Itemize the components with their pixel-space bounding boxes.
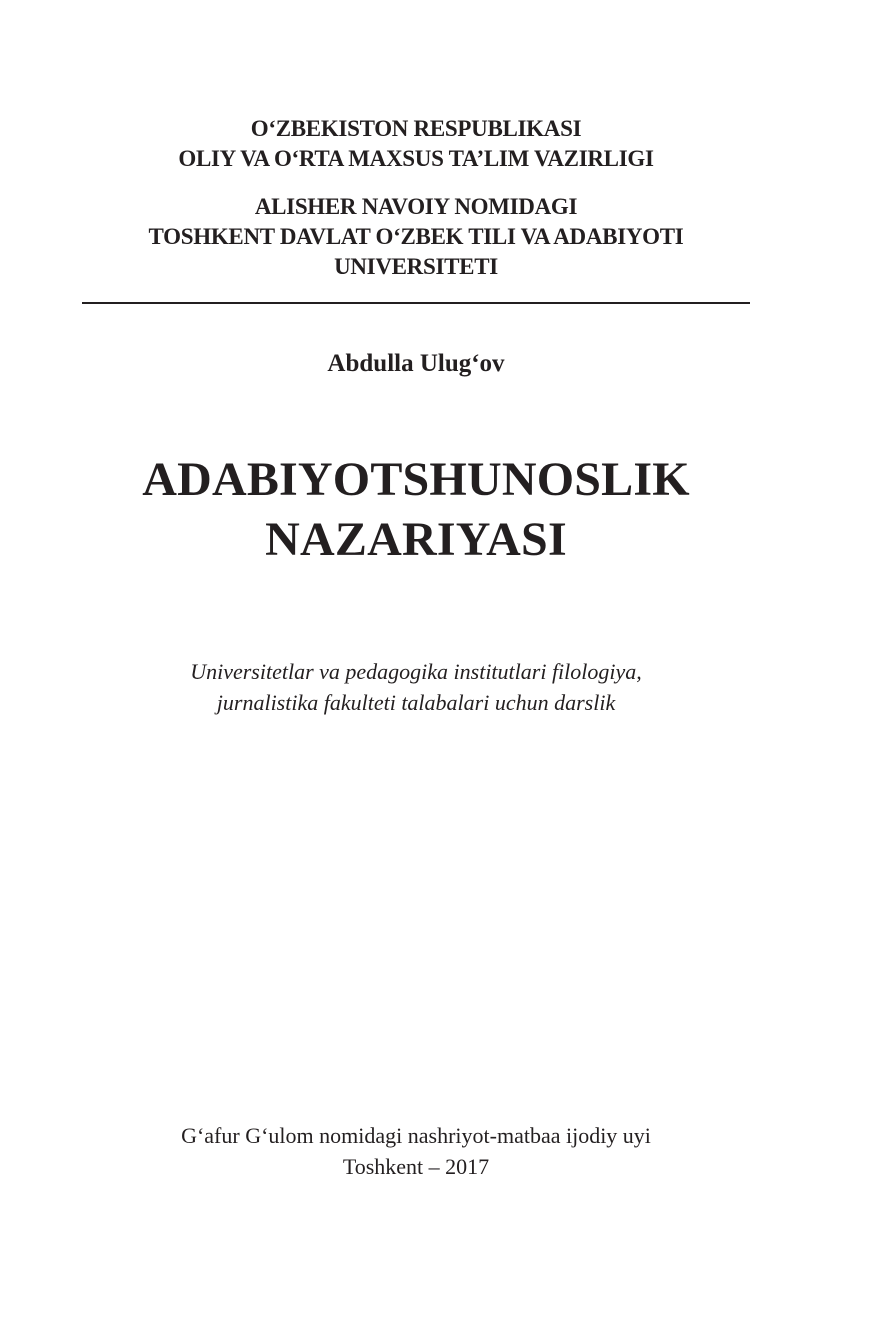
ministry-line-country: O‘ZBEKISTON RESPUBLIKASI (250, 116, 582, 141)
author-name: Abdulla Ulug‘ov (327, 350, 505, 377)
place-and-year: Toshkent – 2017 (342, 1154, 490, 1179)
book-subtitle (82, 656, 750, 718)
university-header (82, 192, 750, 282)
ministry-line-ministry: OLIY VA O‘RTA MAXSUS TA’LIM VAZIRLIGI (178, 146, 654, 171)
book-subtitle-line-1: Universitetlar va pedagogika institutlari filologiya, (190, 659, 642, 684)
publisher-name: G‘afur G‘ulom nomidagi nashriyot-matbaa ijodiy uyi (181, 1123, 651, 1148)
book-title-line-1: ADABIYOTSHUNOSLIK (142, 453, 690, 506)
ministry-header (82, 114, 750, 174)
book-title-line-2: NAZARIYASI (265, 513, 567, 566)
header-divider (82, 302, 750, 304)
imprint (82, 1120, 750, 1182)
university-line-name: TOSHKENT DAVLAT O‘ZBEK TILI VA ADABIYOTI (148, 224, 684, 249)
university-line-named-after: ALISHER NAVOIY NOMIDAGI (254, 194, 578, 219)
book-title (82, 450, 750, 570)
university-line-type: UNIVERSITETI (334, 254, 498, 279)
book-subtitle-line-2: jurnalistika fakulteti talabalari uchun darslik (216, 690, 616, 715)
